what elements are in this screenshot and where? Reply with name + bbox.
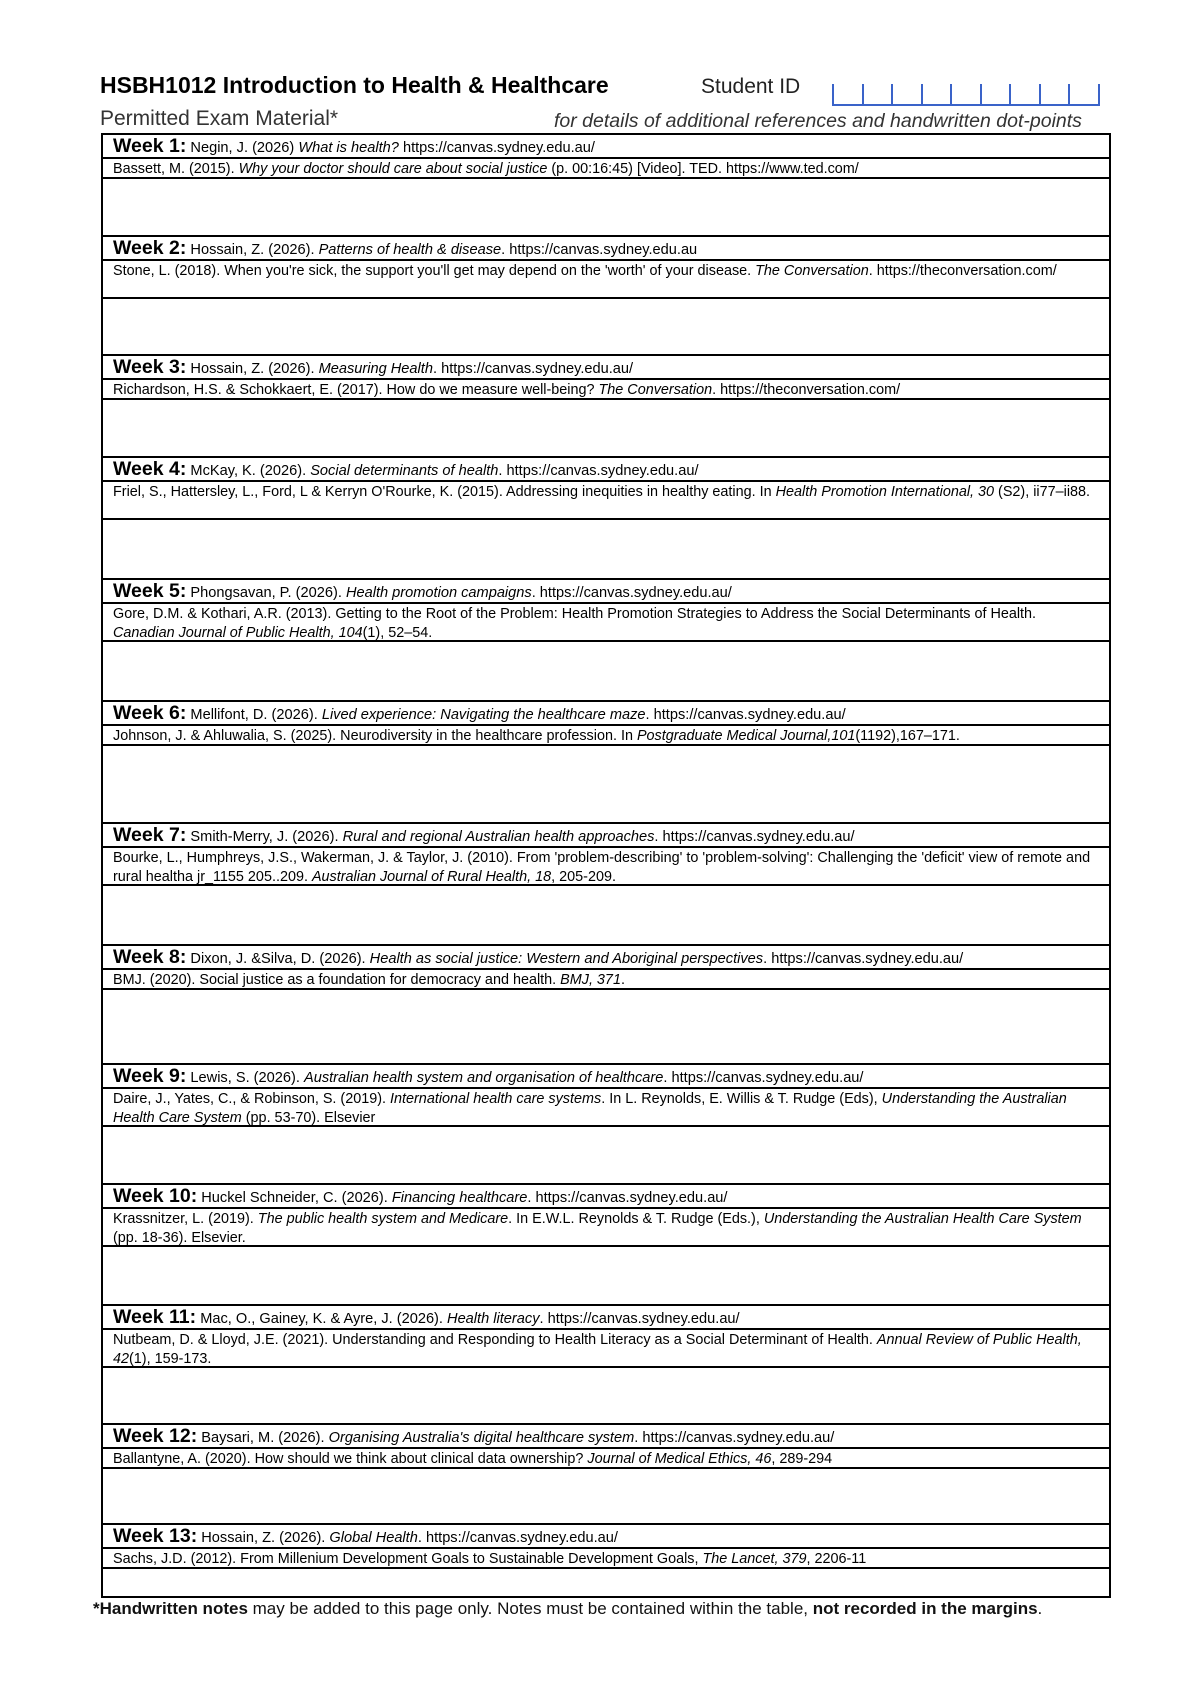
week-block bbox=[103, 1185, 1109, 1306]
week-label: Week 2: bbox=[113, 237, 187, 259]
week-block bbox=[103, 1306, 1109, 1425]
reading-reference bbox=[103, 604, 1109, 642]
lecture-title: Organising Australia's digital healthcare system bbox=[328, 1430, 635, 1446]
reading-reference bbox=[103, 726, 1109, 746]
lecture-title: Australian health system and organisation of healthcare bbox=[303, 1070, 664, 1086]
lecture-link: . https://canvas.sydney.edu.au/ bbox=[654, 829, 855, 845]
lecture-link: . https://canvas.sydney.edu.au/ bbox=[763, 951, 964, 967]
handwritten-notes-area[interactable] bbox=[103, 520, 1109, 580]
week-block bbox=[103, 580, 1109, 702]
week-lecture-row bbox=[103, 135, 1109, 159]
reading-italic-segment: The Lancet, 379 bbox=[702, 1551, 807, 1567]
handwritten-notes-area[interactable] bbox=[103, 642, 1109, 702]
student-id-box-divider bbox=[950, 84, 952, 104]
student-id-boxes[interactable] bbox=[832, 80, 1100, 106]
handwritten-notes-area[interactable] bbox=[103, 400, 1109, 458]
reading-italic-segment: International health care systems bbox=[390, 1091, 602, 1107]
reading-italic-segment: Annual Review of Public Health, 42 bbox=[113, 1332, 1082, 1367]
reading-reference bbox=[103, 482, 1109, 520]
week-block bbox=[103, 135, 1109, 237]
lecture-author: McKay, K. (2026). bbox=[190, 463, 311, 479]
lecture-author: Baysari, M. (2026). bbox=[201, 1430, 329, 1446]
student-id-box-divider bbox=[1009, 84, 1011, 104]
handwritten-notes-area[interactable] bbox=[103, 746, 1109, 824]
lecture-link: . https://canvas.sydney.edu.au/ bbox=[663, 1070, 864, 1086]
subtitle-note: for details of additional references and handwritten dot-points bbox=[554, 110, 1082, 132]
week-block bbox=[103, 356, 1109, 458]
reading-segment: Nutbeam, D. & Lloyd, J.E. (2021). Understanding and Responding to Health Literacy as a Social Determinant of Health. bbox=[113, 1332, 877, 1348]
lecture-link: . https://canvas.sydney.edu.au/ bbox=[539, 1311, 740, 1327]
reading-segment: BMJ. (2020). Social justice as a foundation for democracy and health. bbox=[113, 972, 561, 988]
reading-italic-segment: The Conversation bbox=[598, 382, 713, 398]
handwritten-notes-area[interactable] bbox=[103, 886, 1109, 946]
lecture-title: Global Health bbox=[329, 1530, 418, 1546]
lecture-title: Health literacy bbox=[447, 1311, 540, 1327]
reading-segment: Gore, D.M. & Kothari, A.R. (2013). Getting to the Root of the Problem: Health Promotion Strategies to Address the Social Determinants of Health. bbox=[113, 606, 1037, 622]
reading-segment: Richardson, H.S. & Schokkaert, E. (2017). How do we measure well-being? bbox=[113, 382, 599, 398]
reading-reference bbox=[103, 848, 1109, 886]
reading-italic-segment: Understanding the Australian Health Care System bbox=[763, 1211, 1082, 1227]
reading-segment: (pp. 53-70). Elsevier bbox=[241, 1110, 376, 1126]
lecture-title: Patterns of health & disease bbox=[318, 242, 502, 258]
course-title: HSBH1012 Introduction to Health & Healthcare bbox=[100, 72, 609, 98]
lecture-title: Lived experience: Navigating the healthcare maze bbox=[321, 707, 646, 723]
week-block bbox=[103, 1065, 1109, 1185]
week-lecture-row bbox=[103, 702, 1109, 726]
reading-segment: Sachs, J.D. (2012). From Millenium Development Goals to Sustainable Development Goals, bbox=[113, 1551, 703, 1567]
lecture-link: https://canvas.sydney.edu.au/ bbox=[398, 140, 595, 156]
lecture-author: Hossain, Z. (2026). bbox=[201, 1530, 330, 1546]
reading-reference bbox=[103, 1330, 1109, 1368]
lecture-title: Measuring Health bbox=[318, 361, 433, 377]
reading-segment: Daire, J., Yates, C., & Robinson, S. (2019). bbox=[113, 1091, 391, 1107]
week-label: Week 12: bbox=[113, 1425, 198, 1447]
week-block bbox=[103, 1525, 1109, 1596]
week-lecture-row bbox=[103, 237, 1109, 261]
lecture-title: Financing healthcare bbox=[391, 1190, 528, 1206]
reading-italic-segment: Why your doctor should care about social justice bbox=[238, 161, 548, 177]
week-label: Week 5: bbox=[113, 580, 187, 602]
week-lecture-row bbox=[103, 1065, 1109, 1089]
week-block bbox=[103, 1425, 1109, 1525]
handwritten-notes-area[interactable] bbox=[103, 179, 1109, 237]
reading-segment: Stone, L. (2018). When you're sick, the support you'll get may depend on the 'worth' of your disease. bbox=[113, 263, 756, 279]
footer-bold-start: *Handwritten notes bbox=[93, 1599, 248, 1618]
reading-segment: . In L. Reynolds, E. Willis & T. Rudge (Eds), bbox=[601, 1091, 882, 1107]
week-block bbox=[103, 824, 1109, 946]
lecture-link: . https://canvas.sydney.edu.au/ bbox=[432, 361, 634, 377]
reading-reference bbox=[103, 1089, 1109, 1127]
reading-italic-segment: BMJ, 371 bbox=[560, 972, 621, 988]
lecture-author: Mac, O., Gainey, K. & Ayre, J. (2026). bbox=[200, 1311, 448, 1327]
lecture-author: Hossain, Z. (2026). bbox=[190, 361, 319, 377]
reading-reference bbox=[103, 1209, 1109, 1247]
reading-segment: Bourke, L., Humphreys, J.S., Wakerman, J. & Taylor, J. (2010). From 'problem-describing' to 'problem-solving': Challenging the 'deficit' view of remote and rural healtha jr_1155 205..209. bbox=[113, 850, 1091, 885]
reading-italic-segment: Journal of Medical Ethics, 46 bbox=[587, 1451, 772, 1467]
week-label: Week 1: bbox=[113, 135, 187, 157]
lecture-author: Mellifont, D. (2026). bbox=[190, 707, 322, 723]
reading-reference bbox=[103, 970, 1109, 990]
handwritten-notes-area[interactable] bbox=[103, 1127, 1109, 1185]
lecture-author: Hossain, Z. (2026). bbox=[190, 242, 319, 258]
week-label: Week 6: bbox=[113, 702, 187, 724]
reading-italic-segment: Health Promotion International, 30 bbox=[775, 484, 995, 500]
student-id-box-divider bbox=[1039, 84, 1041, 104]
footer-bold-end: not recorded in the margins bbox=[812, 1599, 1038, 1618]
week-label: Week 13: bbox=[113, 1525, 198, 1547]
handwritten-notes-area[interactable] bbox=[103, 1368, 1109, 1425]
reading-segment: (1), 52–54. bbox=[362, 625, 433, 641]
lecture-author: Dixon, J. &Silva, D. (2026). bbox=[190, 951, 370, 967]
reading-segment: Ballantyne, A. (2020). How should we think about clinical data ownership? bbox=[113, 1451, 588, 1467]
lecture-title: What is health? bbox=[298, 140, 399, 156]
reading-italic-segment: Australian Journal of Rural Health, 18 bbox=[311, 869, 552, 885]
student-id-box-divider bbox=[1068, 84, 1070, 104]
student-id-box-divider bbox=[980, 84, 982, 104]
lecture-title: Rural and regional Australian health approaches bbox=[342, 829, 655, 845]
week-lecture-row bbox=[103, 1525, 1109, 1549]
lecture-link: . https://canvas.sydney.edu.au/ bbox=[531, 585, 732, 601]
footer-note bbox=[93, 1599, 1042, 1619]
week-lecture-row bbox=[103, 1185, 1109, 1209]
week-block bbox=[103, 237, 1109, 356]
lecture-link: . https://canvas.sydney.edu.au/ bbox=[634, 1430, 835, 1446]
week-label: Week 4: bbox=[113, 458, 187, 480]
footer-middle: may be added to this page only. Notes must be contained within the table, bbox=[247, 1599, 813, 1618]
week-lecture-row bbox=[103, 1306, 1109, 1330]
lecture-link: . https://canvas.sydney.edu.au/ bbox=[498, 463, 699, 479]
week-lecture-row bbox=[103, 1425, 1109, 1449]
week-label: Week 3: bbox=[113, 356, 187, 378]
week-block bbox=[103, 946, 1109, 1065]
reading-reference bbox=[103, 1449, 1109, 1469]
reading-reference bbox=[103, 159, 1109, 179]
reading-segment: Krassnitzer, L. (2019). bbox=[113, 1211, 258, 1227]
handwritten-notes-area[interactable] bbox=[103, 1469, 1109, 1525]
week-lecture-row bbox=[103, 580, 1109, 604]
reading-segment: , 205-209. bbox=[551, 869, 616, 885]
reading-italic-segment: Understanding the Australian Health Care System bbox=[113, 1091, 1067, 1126]
handwritten-notes-area[interactable] bbox=[103, 1247, 1109, 1306]
week-lecture-row bbox=[103, 356, 1109, 380]
lecture-author: Smith-Merry, J. (2026). bbox=[190, 829, 343, 845]
week-lecture-row bbox=[103, 458, 1109, 482]
reading-segment: (1), 159-173. bbox=[129, 1351, 212, 1367]
lecture-author: Lewis, S. (2026). bbox=[190, 1070, 304, 1086]
student-id-label: Student ID bbox=[701, 75, 801, 98]
reading-segment: (p. 00:16:45) [Video]. TED. https://www.ted.com/ bbox=[547, 161, 859, 177]
reading-segment: . https://theconversation.com/ bbox=[712, 382, 901, 398]
reading-segment: (1192),167–171. bbox=[855, 728, 960, 744]
reading-segment: Friel, S., Hattersley, L., Ford, L & Kerryn O'Rourke, K. (2015). Addressing inequities in healthy eating. In bbox=[113, 484, 776, 500]
lecture-link: . https://canvas.sydney.edu.au/ bbox=[527, 1190, 728, 1206]
reading-segment: (pp. 18-36). Elsevier. bbox=[113, 1230, 246, 1246]
student-id-box-divider bbox=[862, 84, 864, 104]
student-id-box-divider bbox=[921, 84, 923, 104]
lecture-link: . https://canvas.sydney.edu.au/ bbox=[417, 1530, 618, 1546]
reading-segment: Bassett, M. (2015). bbox=[113, 161, 239, 177]
handwritten-notes-area[interactable] bbox=[103, 299, 1109, 356]
reading-segment: . https://theconversation.com/ bbox=[868, 263, 1057, 279]
reading-segment: . In E.W.L. Reynolds & T. Rudge (Eds.), bbox=[508, 1211, 764, 1227]
reading-italic-segment: Canadian Journal of Public Health, 104 bbox=[113, 625, 363, 641]
lecture-author: Phongsavan, P. (2026). bbox=[190, 585, 346, 601]
lecture-link: . https://canvas.sydney.edu.au bbox=[501, 242, 698, 258]
week-label: Week 11: bbox=[113, 1306, 197, 1328]
reading-reference bbox=[103, 261, 1109, 299]
handwritten-notes-area[interactable] bbox=[103, 990, 1109, 1065]
lecture-author: Negin, J. (2026) bbox=[190, 140, 299, 156]
lecture-title: Health as social justice: Western and Aboriginal perspectives bbox=[369, 951, 764, 967]
week-lecture-row bbox=[103, 946, 1109, 970]
week-label: Week 9: bbox=[113, 1065, 187, 1087]
student-id-box-divider bbox=[832, 84, 834, 104]
reading-segment: . bbox=[620, 972, 625, 988]
reading-reference bbox=[103, 1549, 1109, 1569]
reading-italic-segment: The public health system and Medicare bbox=[257, 1211, 509, 1227]
week-block bbox=[103, 458, 1109, 580]
student-id-box-divider bbox=[891, 84, 893, 104]
reading-segment: , 289-294 bbox=[771, 1451, 833, 1467]
handwritten-notes-area[interactable] bbox=[103, 1569, 1109, 1596]
reading-reference bbox=[103, 380, 1109, 400]
reading-italic-segment: Postgraduate Medical Journal,101 bbox=[636, 728, 856, 744]
reading-segment: (S2), ii77–ii88. bbox=[994, 484, 1091, 500]
week-label: Week 8: bbox=[113, 946, 187, 968]
reading-italic-segment: The Conversation bbox=[755, 263, 869, 279]
week-lecture-row bbox=[103, 824, 1109, 848]
lecture-title: Social determinants of health bbox=[310, 463, 499, 479]
lecture-title: Health promotion campaigns bbox=[345, 585, 532, 601]
week-label: Week 7: bbox=[113, 824, 187, 846]
lecture-author: Huckel Schneider, C. (2026). bbox=[201, 1190, 392, 1206]
weekly-readings-table bbox=[101, 133, 1111, 1598]
reading-segment: Johnson, J. & Ahluwalia, S. (2025). Neurodiversity in the healthcare profession. In bbox=[113, 728, 637, 744]
lecture-link: . https://canvas.sydney.edu.au/ bbox=[645, 707, 846, 723]
footer-end: . bbox=[1037, 1599, 1043, 1618]
reading-segment: , 2206-11 bbox=[806, 1551, 867, 1567]
week-block bbox=[103, 702, 1109, 824]
week-label: Week 10: bbox=[113, 1185, 198, 1207]
page-subtitle: Permitted Exam Material* bbox=[100, 107, 339, 130]
student-id-box-divider bbox=[1098, 84, 1100, 104]
